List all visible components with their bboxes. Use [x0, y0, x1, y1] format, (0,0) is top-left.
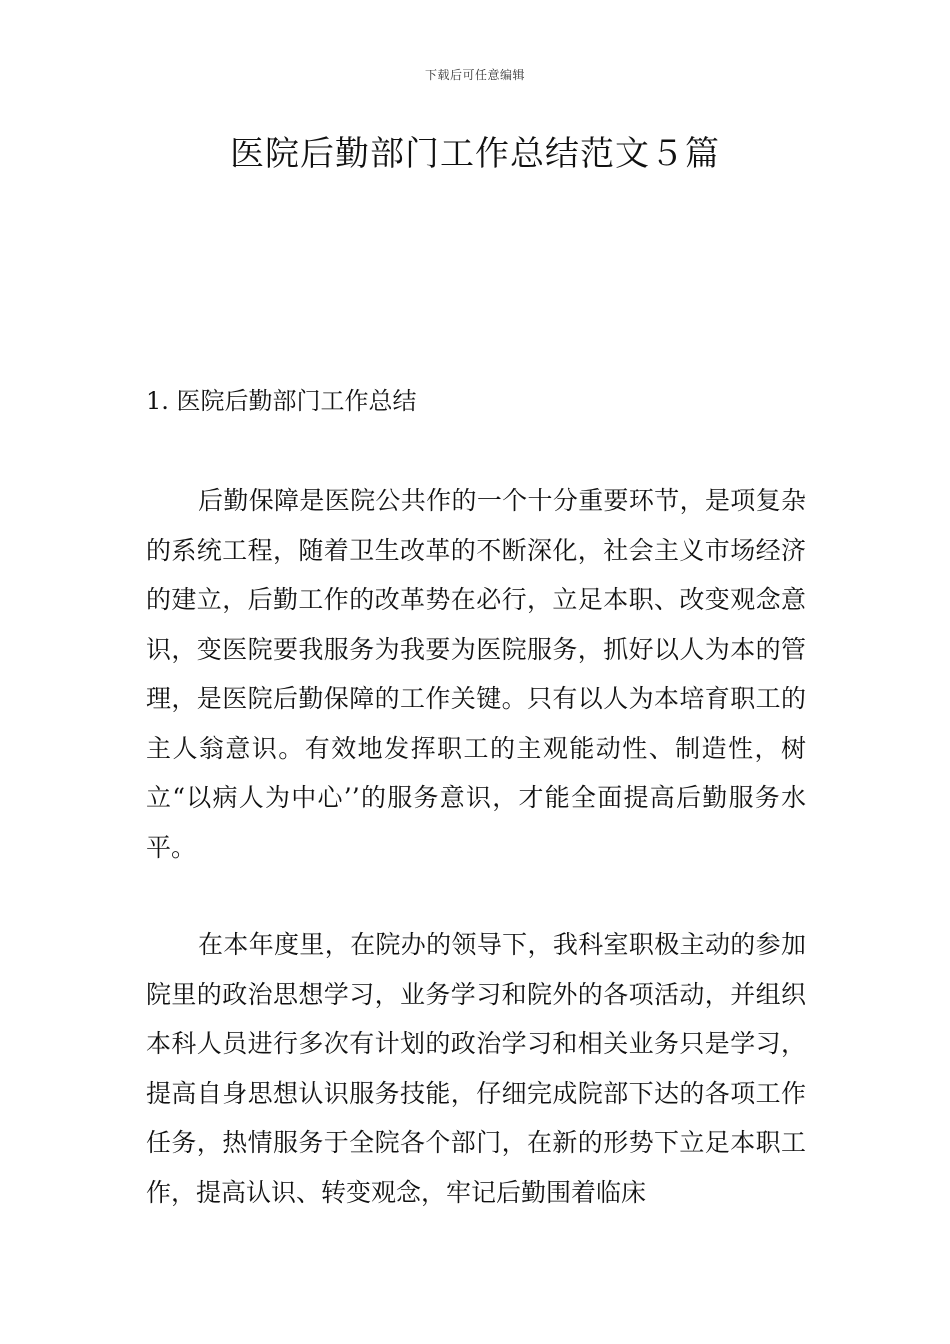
document-title: 医院后勤部门工作总结范文５篇 [230, 134, 720, 174]
header-note: 下载后可任意编辑 [424, 68, 525, 82]
body-paragraph: 后勤保障是医院公共作的一个十分重要环节，是项复杂的系统工程，随着卫生改革的不断深化，社会主义市场经济的建立，后勤工作的改革势在必行，立足本职、改变观念意识，变医院要我服务为我要为医院服务，抓好以人为本的管理，是医院后勤保障的工作关键。只有以人为本培育职工的主人翁意识。有效地发挥职工的主观能动性、制造性，树立“以病人为中心’’的服务意识，才能全面提高后勤服务水平。 [146, 486, 806, 862]
section-heading: 1. 医院后勤部门工作总结 [146, 387, 417, 415]
body-paragraph: 在本年度里，在院办的领导下，我科室职极主动的参加院里的政治思想学习，业务学习和院外的各项活动，并组织本科人员进行多次有计划的政治学习和相关业务只是学习，提高自身思想认识服务技能，仔细完成院部下达的各项工作任务，热情服务于全院各个部门，在新的形势下立足本职工作，提高认识、转变观念，牢记后勤围着临床 [146, 930, 806, 1207]
